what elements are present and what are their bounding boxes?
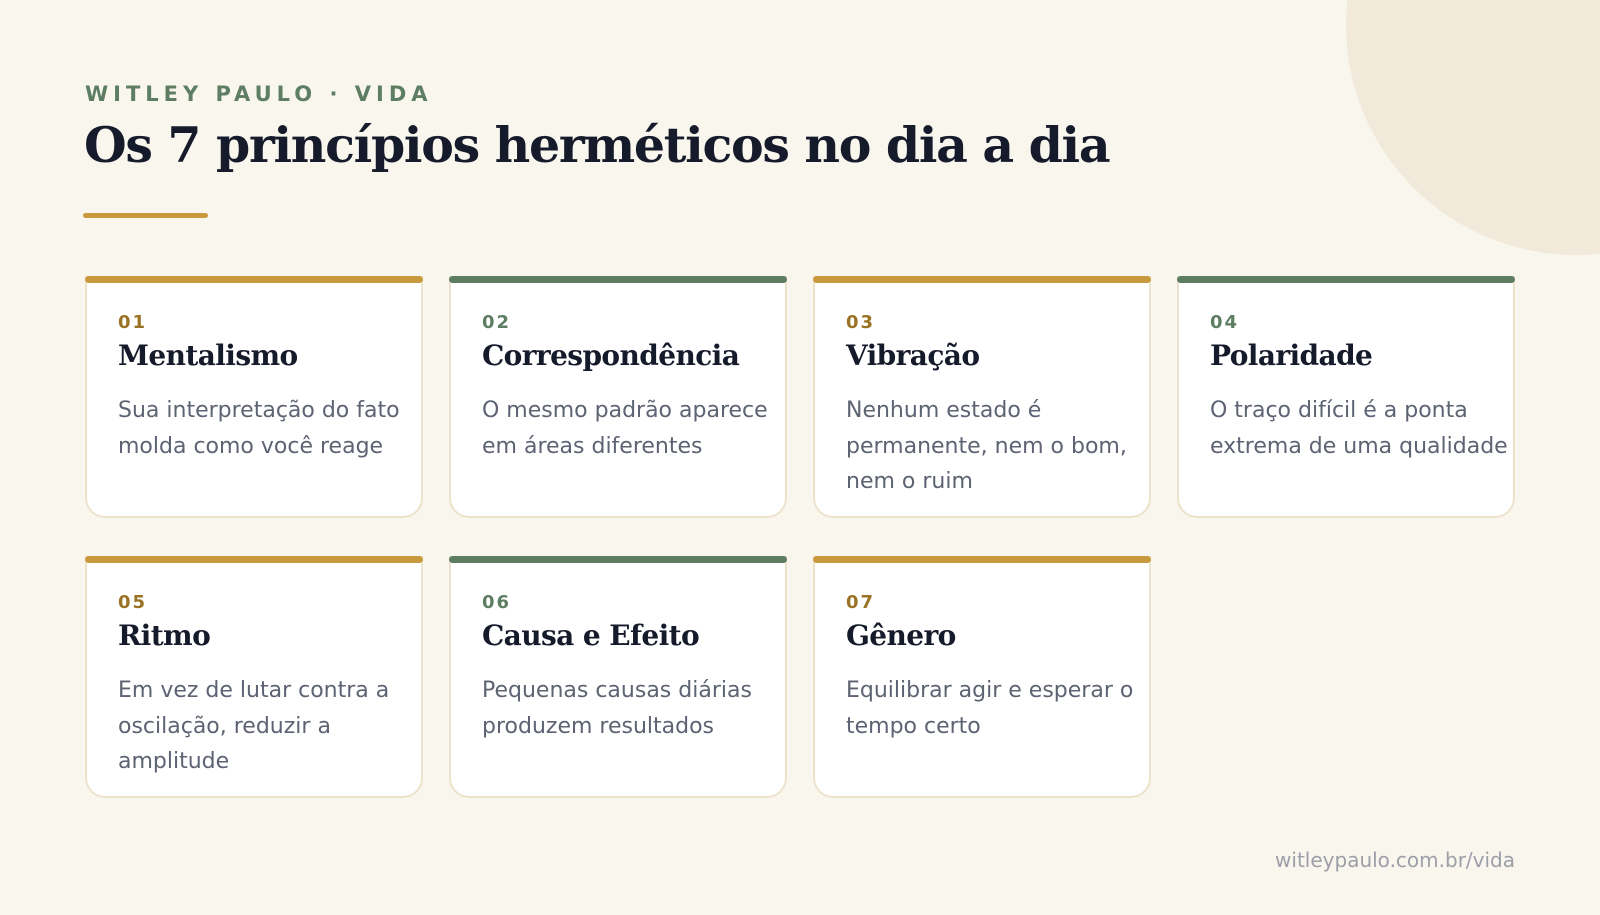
decorative-circle <box>1346 0 1600 255</box>
card-number: 07 <box>846 592 876 613</box>
principle-card-genero <box>813 556 1151 798</box>
principle-card-polaridade <box>1177 276 1515 518</box>
card-number: 01 <box>118 312 148 333</box>
card-number: 03 <box>846 312 876 333</box>
card-title: Causa e Efeito <box>482 619 700 652</box>
card-description: Sua interpretação do fato molda como você reage <box>118 398 400 459</box>
principle-card-ritmo <box>85 556 423 798</box>
card-title: Ritmo <box>118 619 211 652</box>
card-title: Polaridade <box>1210 339 1373 372</box>
footer-url: witleypaulo.com.br/vida <box>1275 848 1515 872</box>
principle-card-vibracao <box>813 276 1151 518</box>
title-underline <box>83 213 208 218</box>
card-title: Mentalismo <box>118 339 298 372</box>
card-number: 04 <box>1210 312 1240 333</box>
card-description: Equilibrar agir e esperar o tempo certo <box>846 678 1134 739</box>
card-number: 06 <box>482 592 512 613</box>
card-title: Gênero <box>846 619 956 652</box>
brand-kicker: WITLEY PAULO · VIDA <box>85 82 433 106</box>
principle-card-causa-e-efeito <box>449 556 787 798</box>
principle-card-correspondencia <box>449 276 787 518</box>
card-title: Correspondência <box>482 339 740 372</box>
card-title: Vibração <box>846 339 980 372</box>
page-title: Os 7 princípios herméticos no dia a dia <box>84 116 1110 174</box>
card-number: 02 <box>482 312 512 333</box>
card-description: Pequenas causas diárias produzem resultados <box>482 678 752 739</box>
principle-card-mentalismo <box>85 276 423 518</box>
card-description: Em vez de lutar contra a oscilação, reduzir a amplitude <box>118 678 390 774</box>
card-number: 05 <box>118 592 148 613</box>
card-description: O mesmo padrão aparece em áreas diferentes <box>482 398 768 459</box>
card-description: Nenhum estado é permanente, nem o bom, nem o ruim <box>846 398 1127 494</box>
card-description: O traço difícil é a ponta extrema de uma qualidade <box>1210 398 1508 459</box>
